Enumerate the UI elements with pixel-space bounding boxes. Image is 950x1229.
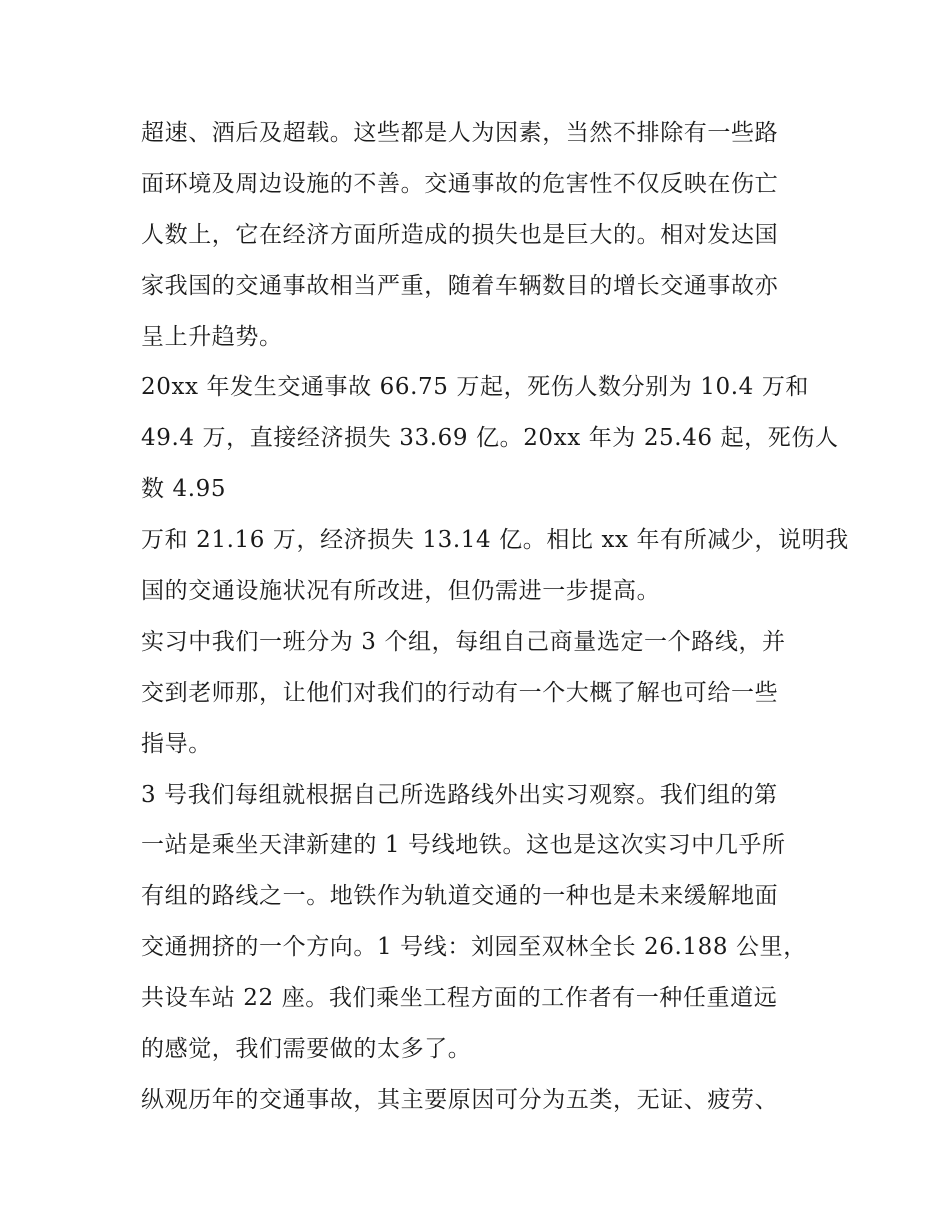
text-line: 的感觉，我们需要做的太多了。	[141, 1036, 472, 1063]
text-line: 49.4 万，直接经济损失 33.69 亿。20xx 年为 25.46 起，死伤人	[141, 425, 839, 452]
body-text	[141, 108, 849, 1126]
text-line: 指导。	[141, 730, 212, 757]
text-line: 交到老师那，让他们对我们的行动有一个大概了解也可给一些	[141, 679, 779, 706]
text-line: 万和 21.16 万，经济损失 13.14 亿。相比 xx 年有所减少，说明我	[141, 527, 849, 554]
text-line: 呈上升趋势。	[141, 323, 283, 350]
text-line: 3 号我们每组就根据自己所选路线外出实习观察。我们组的第	[141, 781, 778, 808]
text-line: 国的交通设施状况有所改进，但仍需进一步提高。	[141, 578, 661, 605]
text-line: 面环境及周边设施的不善。交通事故的危害性不仅反映在伤亡	[141, 170, 779, 197]
text-line: 共设车站 22 座。我们乘坐工程方面的工作者有一种任重道远	[141, 985, 778, 1012]
text-line: 实习中我们一班分为 3 个组，每组自己商量选定一个路线，并	[141, 628, 786, 655]
text-line: 家我国的交通事故相当严重，随着车辆数目的增长交通事故亦	[141, 272, 779, 299]
text-line: 20xx 年发生交通事故 66.75 万起，死伤人数分别为 10.4 万和	[141, 374, 810, 401]
text-line: 人数上，它在经济方面所造成的损失也是巨大的。相对发达国	[141, 221, 779, 248]
text-line: 数 4.95	[141, 476, 227, 503]
text-line: 一站是乘坐天津新建的 1 号线地铁。这也是这次实习中几乎所	[141, 832, 786, 859]
text-line: 有组的路线之一。地铁作为轨道交通的一种也是未来缓解地面	[141, 883, 779, 910]
text-line: 超速、酒后及超载。这些都是人为因素，当然不排除有一些路	[141, 120, 779, 146]
text-line: 纵观历年的交通事故，其主要原因可分为五类，无证、疲劳、	[141, 1086, 779, 1113]
text-line: 交通拥挤的一个方向。1 号线：刘园至双林全长 26.188 公里，	[141, 934, 807, 961]
